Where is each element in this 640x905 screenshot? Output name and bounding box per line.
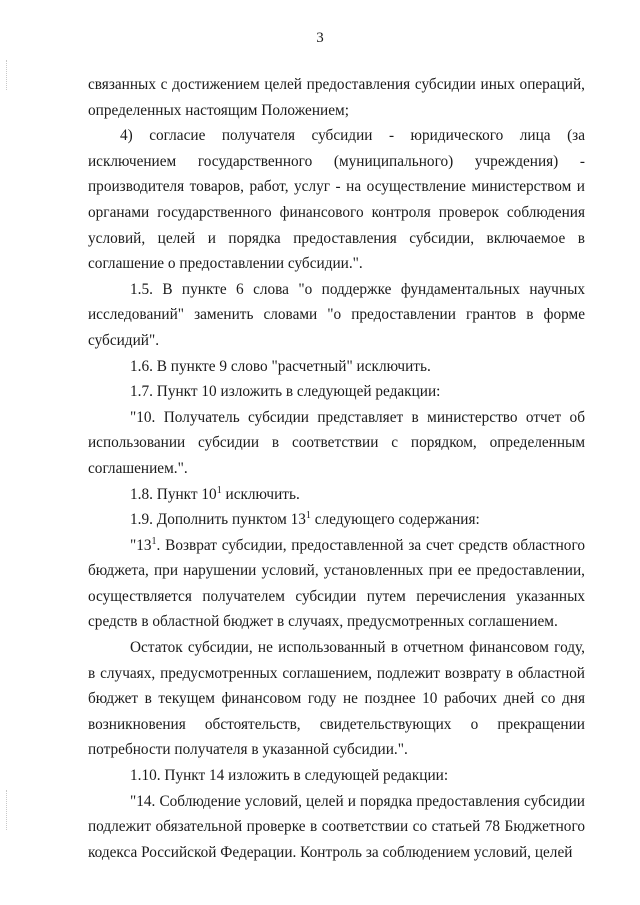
paragraph-text: 1.8. Пункт 10 xyxy=(130,485,217,503)
paragraph: "14. Соблюдение условий, целей и порядка предоставления субсидии подлежит обязательной проверке в соответствии со статьей 78 Бюджетного кодекса Российской Федерации. Контроль за соблюдением условий, целей xyxy=(88,792,585,861)
paragraph: "10. Получатель субсидии представляет в министерство отчет об использовании субсидии в соответствии с порядком, определенным соглашением.". xyxy=(88,408,585,477)
superscript: 1 xyxy=(305,510,311,522)
paragraph: 4) согласие получателя субсидии - юридического лица (за исключением государственного (муниципального) учреждения) - производителя товаров, работ, услуг - на осуществление министерством и органами государственного финансового контроля проверок соблюдения условий, целей и порядка предоставления субсидии, включаемое в соглашение о предоставлении субсидии.". xyxy=(88,127,585,273)
paragraph-text: следующего содержания: xyxy=(310,511,480,529)
paragraph-text: . Возврат субсидии, предоставленной за счет средств областного бюджета, при нарушении условий, установленных при ее предоставлении, осуществляется получателем субсидии путем перечисления указанных средств в областной бюджет в случаях, предусмотренных соглашением. xyxy=(88,536,585,631)
paragraph: 1.5. В пункте 6 слова "о поддержке фундаментальных научных исследований" заменить словами "о предоставлении грантов в форме субсидий". xyxy=(88,280,585,349)
paragraph: связанных с достижением целей предоставления субсидии иных операций, определенных настоящим Положением; xyxy=(88,76,585,119)
superscript: 1 xyxy=(151,535,157,547)
scan-edge-mark xyxy=(6,60,8,90)
paragraph: 1.7. Пункт 10 изложить в следующей редакции: xyxy=(130,383,441,401)
page-number: 3 xyxy=(316,30,324,46)
paragraph-text: исключить. xyxy=(221,485,300,503)
paragraph xyxy=(88,507,585,533)
paragraph-text: "13 xyxy=(130,536,152,554)
document-body xyxy=(88,72,585,865)
paragraph xyxy=(88,533,585,635)
paragraph-text: 1.9. Дополнить пунктом 13 xyxy=(130,511,306,529)
paragraph: 1.10. Пункт 14 изложить в следующей редакции: xyxy=(130,767,449,785)
scan-edge-mark xyxy=(6,790,8,830)
paragraph xyxy=(88,482,585,508)
paragraph: Остаток субсидии, не использованный в отчетном финансовом году, в случаях, предусмотренных соглашением, подлежит возврату в областной бюджет в текущем финансовом году не позднее 10 рабочих дней со дня возникновения обстоятельств, свидетельствующих о прекращении потребности получателя в указанной субсидии.". xyxy=(88,639,585,759)
paragraph: 1.6. В пункте 9 слово "расчетный" исключить. xyxy=(130,357,431,375)
superscript: 1 xyxy=(216,484,222,496)
